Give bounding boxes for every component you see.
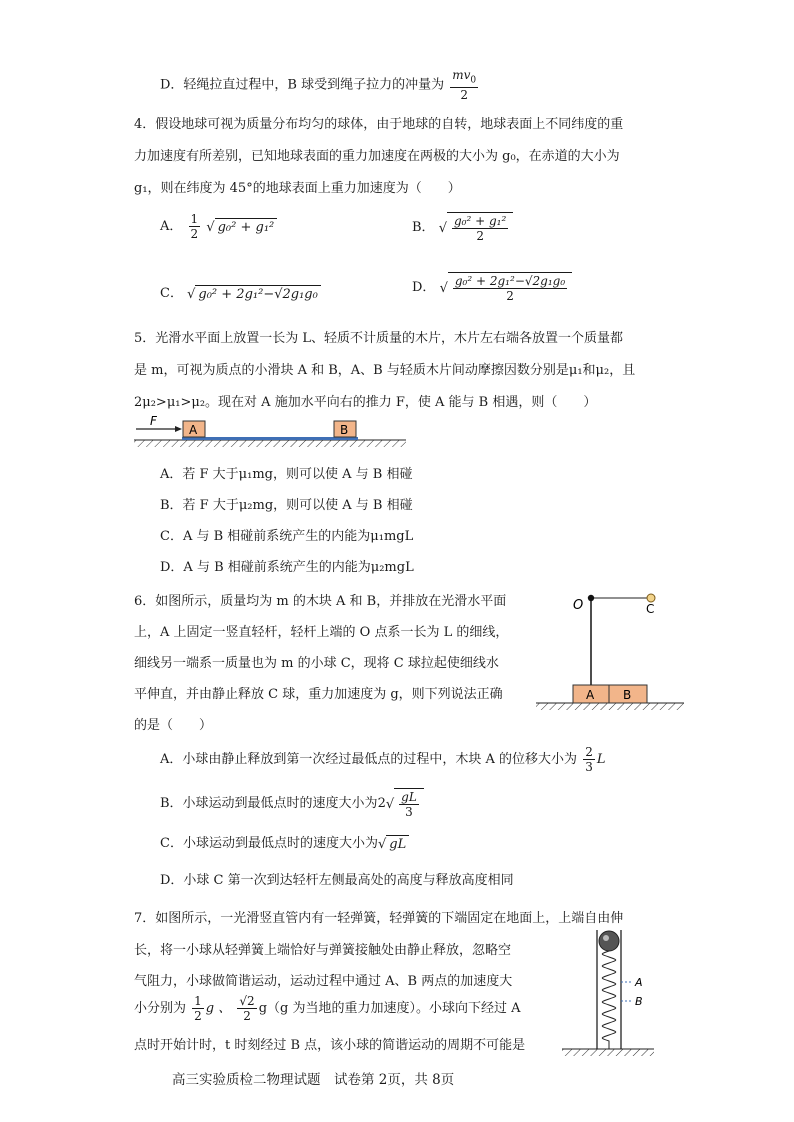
q5-arrow-head bbox=[175, 426, 182, 432]
q6-option-d[interactable]: D．小球 C 第一次到达轻杆左侧最高处的高度与释放高度相同 bbox=[160, 873, 514, 888]
q6-label-a: A bbox=[586, 688, 595, 702]
q4-option-c[interactable]: C． √ g₀² + 2g₁²−√2g₁g₀ bbox=[160, 282, 321, 302]
q4-optb-sqrt: √ $\frac{\text{g₀² + g₁²}}{2}$ bbox=[439, 212, 514, 243]
q6-stem-line3: 细线另一端系一质量也为 m 的小球 C，现将 C 球拉起使细线水 bbox=[134, 656, 499, 671]
q4-stem-line1: 4．假设地球可视为质量分布均匀的球体，由于地球的自转，地球表面上不同纬度的重 bbox=[134, 117, 624, 132]
q5-stem-line1: 5．光滑水平面上放置一长为 L、轻质不计质量的木片，木片左右端各放置一个质量都 bbox=[134, 331, 624, 346]
q7-label-b: B bbox=[635, 995, 643, 1008]
q6-option-b[interactable]: B．小球运动到最低点时的速度大小为2√ $\frac{gL}{3}$ bbox=[160, 788, 424, 819]
q5-figure bbox=[130, 412, 410, 454]
q7-spring bbox=[602, 951, 616, 1049]
q7-figure bbox=[560, 925, 660, 1060]
q5-label-a: A bbox=[189, 423, 198, 437]
q3-optd-fraction: $\frac{mv_0}{2}$ bbox=[452, 68, 477, 103]
q3-optd-text: D．轻绳拉直过程中，B 球受到绳子拉力的冲量为 bbox=[160, 77, 445, 93]
q4-optc-sqrt: √ g₀² + 2g₁²−√2g₁g₀ bbox=[187, 285, 321, 302]
q4-optd-sqrt: √ $\frac{\text{g₀² + 2g₁²−√2g₁g₀}}{2}$ bbox=[440, 272, 573, 303]
q7-stem-line1: 7．如图所示，一光滑竖直管内有一轻弹簧，轻弹簧的下端固定在地面上，上端自由伸 bbox=[134, 911, 624, 926]
q7-stem-line4: 小分别为 $\frac{1}{2}$ g 、 $\frac{√2}{2}$ g（g 为当地的重力加速度）。小球向下经过 A bbox=[134, 994, 521, 1023]
q6-ball-c bbox=[647, 594, 655, 602]
q5-ground-hatch bbox=[134, 440, 406, 447]
q4-opta-sqrt: √ g₀² + g₁² bbox=[206, 218, 277, 235]
q6-label-o: O bbox=[573, 598, 584, 613]
q6-pivot-o bbox=[588, 595, 594, 601]
q5-label-b: B bbox=[340, 423, 349, 437]
q6-stem-line5: 的是（ ） bbox=[134, 718, 213, 733]
q5-wood-plank bbox=[182, 437, 358, 440]
q6-option-c[interactable]: C．小球运动到最低点时的速度大小为√ gL bbox=[160, 832, 409, 852]
q7-ball-highlight bbox=[603, 935, 609, 941]
q6-label-b: B bbox=[623, 688, 632, 702]
q7-ground-hatch bbox=[562, 1049, 654, 1056]
q7-stem-line5: 点时开始计时，t 时刻经过 B 点，该小球的简谐运动的周期不可能是 bbox=[134, 1038, 526, 1053]
q7-stem-line3: 气阻力，小球做简谐运动，运动过程中通过 A、B 两点的加速度大 bbox=[134, 974, 513, 989]
q7-ball bbox=[599, 931, 619, 951]
q4-option-d[interactable]: D． √ $\frac{\text{g₀² + 2g₁²−√2g₁g₀}}{2}$ bbox=[412, 272, 572, 303]
q6-stem-line4: 平伸直，并由静止释放 C 球，重力加速度为 g，则下列说法正确 bbox=[134, 687, 503, 702]
page-footer: 高三实验质检二物理试题 试卷第 2页，共 8页 bbox=[172, 1072, 455, 1088]
q5-option-b[interactable]: B．若 F 大于μ₂mg，则可以使 A 与 B 相碰 bbox=[160, 498, 413, 513]
q6-figure bbox=[530, 585, 690, 715]
q5-label-f: F bbox=[150, 414, 157, 428]
q6-ground-hatch bbox=[536, 703, 684, 710]
q4-opta-half: $\frac{1}{2}$ bbox=[190, 212, 199, 241]
q5-option-d[interactable]: D．A 与 B 相碰前系统产生的内能为μ₂mgL bbox=[160, 560, 414, 575]
q7-label-a: A bbox=[635, 976, 643, 989]
q4-option-b[interactable]: B． √ $\frac{\text{g₀² + g₁²}}{2}$ bbox=[412, 212, 513, 243]
q5-option-c[interactable]: C．A 与 B 相碰前系统产生的内能为μ₁mgL bbox=[160, 529, 414, 544]
q4-stem-line2: 力加速度有所差别，已知地球表面的重力加速度在两极的大小为 g₀，在赤道的大小为 bbox=[134, 149, 620, 164]
q3-option-d[interactable] bbox=[160, 68, 480, 102]
q5-stem-line2: 是 m，可视为质点的小滑块 A 和 B，A、B 与轻质木片间动摩擦因数分别是μ₁和μ₂，且 bbox=[134, 363, 636, 378]
q6-stem-line1: 6．如图所示，质量均为 m 的木块 A 和 B，并排放在光滑水平面 bbox=[134, 594, 507, 609]
q6-label-c: C bbox=[646, 602, 655, 616]
q7-stem-line2: 长，将一小球从轻弹簧上端恰好与弹簧接触处由静止释放，忽略空 bbox=[134, 943, 512, 958]
q4-stem-line3: g₁，则在纬度为 45°的地球表面上重力加速度为（ ） bbox=[134, 181, 461, 196]
q5-stem-line3: 2μ₂>μ₁>μ₂。现在对 A 施加水平向右的推力 F，使 A 能与 B 相遇，则（ ） bbox=[134, 395, 597, 410]
q6-stem-line2: 上，A 上固定一竖直轻杆，轻杆上端的 O 点系一长为 L 的细线， bbox=[134, 625, 509, 640]
q4-option-a[interactable]: A． $\frac{1}{2}$ √ g₀² + g₁² bbox=[160, 212, 277, 241]
q5-option-a[interactable]: A．若 F 大于μ₁mg，则可以使 A 与 B 相碰 bbox=[160, 467, 413, 482]
q6-option-a[interactable]: A．小球由静止释放到第一次经过最低点的过程中，木块 A 的位移大小为 $\frac{2}{3}$ L bbox=[160, 745, 606, 774]
